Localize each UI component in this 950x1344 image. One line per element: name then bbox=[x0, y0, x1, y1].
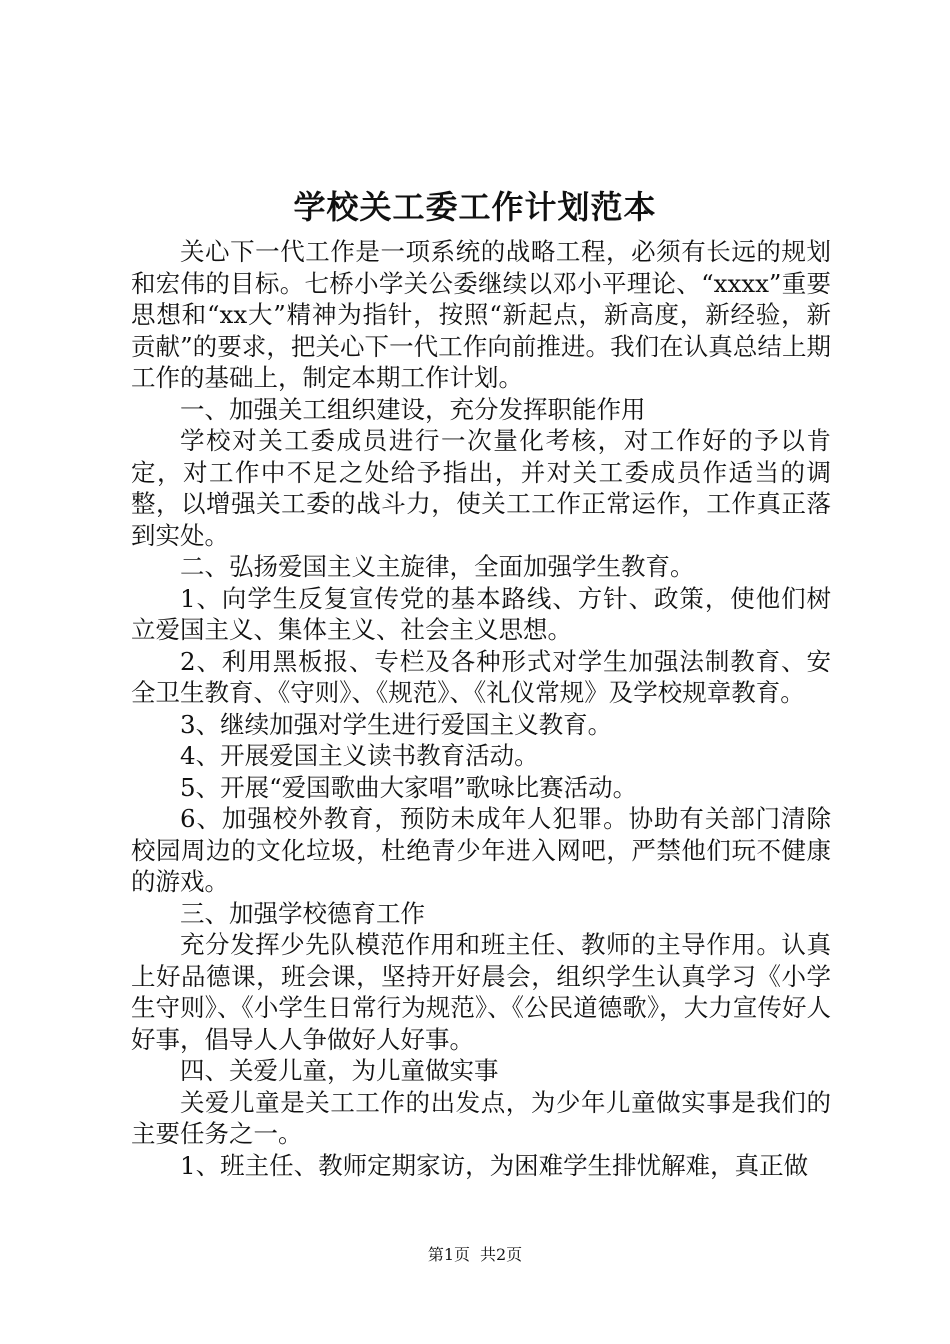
section-heading-2: 二、弘扬爱国主义主旋律，全面加强学生教育。 bbox=[180, 552, 695, 581]
section-4-paragraph: 关爱儿童是关工工作的出发点，为少年儿童做实事是我们的主要任务之一。 bbox=[131, 1087, 831, 1148]
section-1-paragraph: 学校对关工委成员进行一次量化考核，对工作好的予以肯定，对工作中不足之处给予指出，并对关工委成员作适当的调整，以增强关工委的战斗力，使关工工作正常运作，工作真正落到实处。 bbox=[131, 426, 831, 550]
intro-paragraph: 关心下一代工作是一项系统的战略工程，必须有长远的规划和宏伟的目标。七桥小学关公委继续以邓小平理论、“xxxx”重要思想和“xx大”精神为指针，按照“新起点，新高度，新经验，新贡献”的要求，把关心下一代工作向前推进。我们在认真总结上期工作的基础上，制定本期工作计划。 bbox=[131, 237, 831, 392]
section-heading-3: 三、加强学校德育工作 bbox=[180, 898, 425, 928]
document-title: 学校关工委工作计划范本 bbox=[293, 188, 657, 226]
page-footer bbox=[0, 1244, 950, 1266]
section-heading-4: 四、关爱儿童，为儿童做实事 bbox=[180, 1056, 499, 1085]
section-4-item-1: 1、班主任、教师定期家访，为困难学生排忧解难，真正做 bbox=[180, 1150, 809, 1180]
section-2-item-1: 1、向学生反复宣传党的基本路线、方针、政策，使他们树立爱国主义、集体主义、社会主义思想。 bbox=[131, 583, 831, 644]
section-3-paragraph: 充分发挥少先队模范作用和班主任、教师的主导作用。认真上好品德课，班会课，坚持开好晨会，组织学生认真学习《小学生守则》、《小学生日常行为规范》、《公民道德歌》，大力宣传好人好事，倡导人人争做好人好事。 bbox=[131, 930, 831, 1054]
section-2-item-6: 6、加强校外教育，预防未成年人犯罪。协助有关部门清除校园周边的文化垃圾，杜绝青少年进入网吧，严禁他们玩不健康的游戏。 bbox=[131, 804, 831, 896]
section-heading-1: 一、加强关工组织建设，充分发挥职能作用 bbox=[180, 394, 646, 424]
section-2-item-3: 3、继续加强对学生进行爱国主义教育。 bbox=[180, 709, 613, 739]
section-2-item-2: 2、利用黑板报、专栏及各种形式对学生加强法制教育、安全卫生教育、《守则》、《规范》、《礼仪常规》及学校规章教育。 bbox=[131, 646, 831, 707]
page-total: 共2页 bbox=[480, 1245, 523, 1264]
section-2-item-5: 5、开展“爱国歌曲大家唱”歌咏比赛活动。 bbox=[180, 772, 638, 802]
section-2-item-4: 4、开展爱国主义读书教育活动。 bbox=[180, 741, 539, 770]
document-body bbox=[131, 236, 831, 1181]
page-number: 第1页 bbox=[427, 1245, 470, 1264]
